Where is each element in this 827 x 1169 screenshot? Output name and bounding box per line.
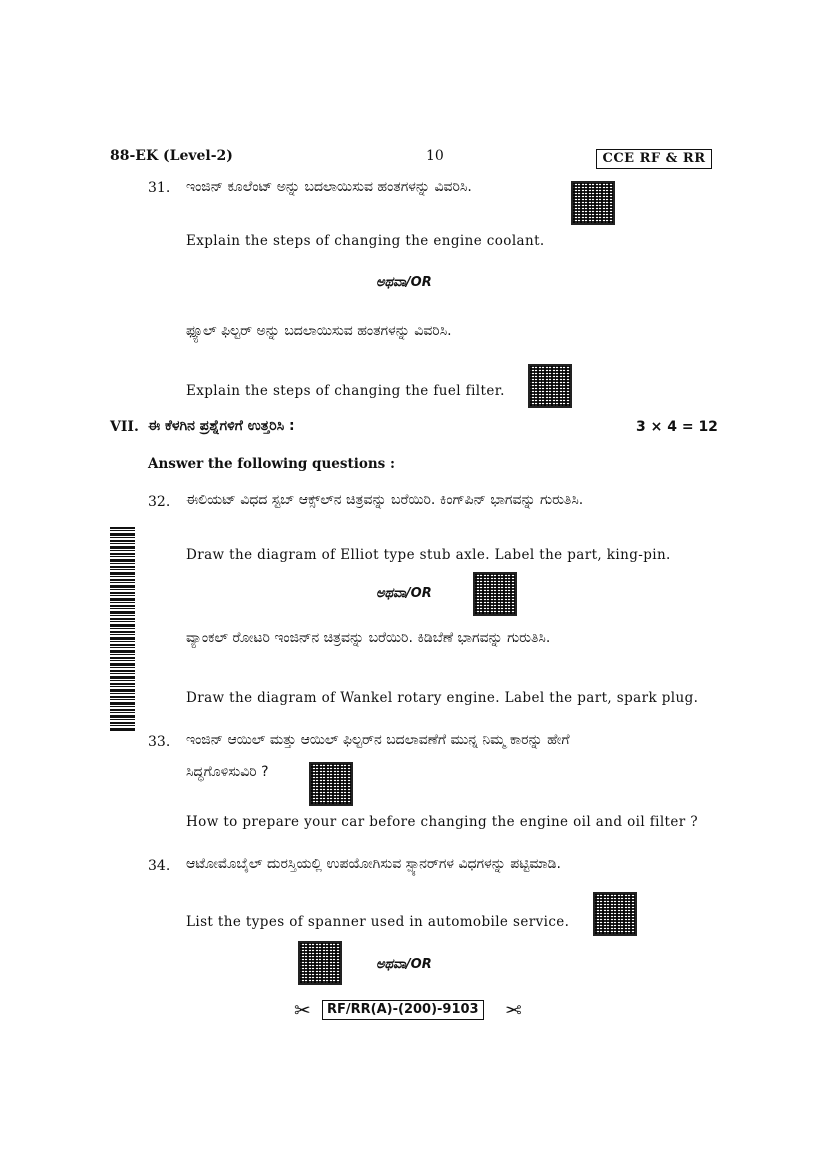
section-instruction-english: Answer the following questions : [148, 456, 395, 472]
question-32-alt-english: Draw the diagram of Wankel rotary engine. Label the part, spark plug. [186, 690, 699, 706]
question-33-english: How to prepare your car before changing the engine oil and oil filter ? [186, 814, 698, 830]
question-31-kannada: ಇಂಜಿನ್ ಕೂಲೆಂಟ್ ಅನ್ನು ಬದಲಾಯಿಸುವ ಹಂತಗಳನ್ನು ವಿವರಿಸಿ. [186, 179, 472, 195]
left-flourish-icon: ✂ [294, 998, 311, 1022]
qr-code-icon [571, 181, 615, 225]
right-flourish-icon: ✂ [505, 998, 522, 1022]
question-32-alt-kannada: ವ್ಯಾಂಕಲ್ ರೋಟರಿ ಇಂಜಿನ್‌ನ ಚಿತ್ರವನ್ನು ಬರೆಯಿರಿ. ಕಿಡಿಬೆಣೆ ಭಾಗವನ್ನು ಗುರುತಿಸಿ. [186, 630, 551, 646]
page-number: 10 [426, 148, 444, 164]
question-34-kannada: ಆಟೋಮೊಬೈಲ್ ದುರಸ್ತಿಯಲ್ಲಿ ಉಪಯೋಗಿಸುವ ಸ್ಪ್ಯಾನರ್‌ಗಳ ವಿಧಗಳನ್ನು ಪಟ್ಟಿಮಾಡಿ. [186, 856, 561, 872]
question-34-english: List the types of spanner used in automobile service. [186, 914, 570, 930]
qr-code-icon [473, 572, 517, 616]
barcode-icon [110, 527, 135, 732]
question-31-alt-english: Explain the steps of changing the fuel filter. [186, 383, 505, 399]
section-number: VII. [110, 419, 139, 435]
question-33-kannada-line1: ಇಂಜಿನ್ ಆಯಿಲ್ ಮತ್ತು ಆಯಿಲ್ ಫಿಲ್ಟರ್‌ನ ಬದಲಾವಣೆಗೆ ಮುನ್ನ ನಿಮ್ಮ ಕಾರನ್ನು ಹೇಗೆ [186, 732, 570, 748]
question-33-kannada-line2: ಸಿದ್ಧಗೊಳಿಸುವಿರಿ ? [186, 764, 269, 780]
question-33-number: 33. [148, 734, 171, 750]
qr-code-icon [528, 364, 572, 408]
header-category-box: CCE RF & RR [596, 149, 712, 169]
or-label: ಅಥವಾ/OR [376, 586, 432, 601]
section-marks: 3 × 4 = 12 [636, 419, 718, 435]
qr-code-icon [298, 941, 342, 985]
question-32-english: Draw the diagram of Elliot type stub axle. Label the part, king-pin. [186, 547, 671, 563]
section-instruction-kannada: ಈ ಕೆಳಗಿನ ಪ್ರಶ್ನೆಗಳಿಗೆ ಉತ್ತರಿಸಿ : [148, 418, 295, 434]
question-31-english: Explain the steps of changing the engine coolant. [186, 233, 545, 249]
or-label: ಅಥವಾ/OR [376, 957, 432, 972]
or-label: ಅಥವಾ/OR [376, 275, 432, 290]
question-32-number: 32. [148, 494, 171, 510]
question-31-number: 31. [148, 180, 171, 196]
question-34-number: 34. [148, 858, 171, 874]
qr-code-icon [593, 892, 637, 936]
question-31-alt-kannada: ಫ್ಯೂಲ್ ಫಿಲ್ಟರ್ ಅನ್ನು ಬದಲಾಯಿಸುವ ಹಂತಗಳನ್ನು ವಿವರಿಸಿ. [186, 323, 452, 339]
header-exam-code: 88-EK (Level-2) [110, 148, 233, 164]
footer-paper-code: RF/RR(A)-(200)-9103 [322, 1000, 484, 1020]
question-32-kannada: ಈಲಿಯಟ್ ವಿಧದ ಸ್ಟಬ್ ಆಕ್ಸ್‌ಲ್‌ನ ಚಿತ್ರವನ್ನು ಬರೆಯಿರಿ. ಕಿಂಗ್‌ಪಿನ್ ಭಾಗವನ್ನು ಗುರುತಿಸಿ. [186, 492, 584, 508]
qr-code-icon [309, 762, 353, 806]
